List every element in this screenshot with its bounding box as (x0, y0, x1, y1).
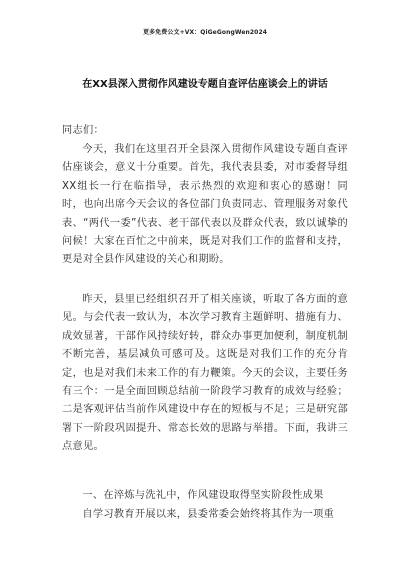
salutation: 同志们： (62, 125, 104, 136)
document-title: 在XX县深入贯彻作风建设专题自查评估座谈会上的讲话 (82, 79, 328, 90)
header-promo-note: 更多免费公文+VX：QiGeGongWen2024 (142, 29, 267, 36)
paragraph-opening: 今天，我们在这里召开全县深入贯彻作风建设专题自查评估座谈会，意义十分重要。首先，我代表县委，对市委督导组XX组长一行在临指导，表示热烈的欢迎和衷心的感谢！同时，也向出席今天会议的各位部门负责同志、管理服务对象代表、“两代一委”代表、老干部代表以及群众代表，致以诚挚的问候！大家在百忙之中前来，既是对我们工作的监督和支持，更是对全县作风建设的关心和期盼。 (62, 144, 348, 266)
paragraph-review: 昨天，县里已经组织召开了相关座谈，听取了各方面的意见。与会代表一致认为，本次学习教育主题鲜明、措施有力、成效显著，干部作风持续好转，群众办事更加便利，制度机制不断完善，基层减负可感可及。这既是对我们工作的充分肯定，也是对我们未来工作的有力鞭策。今天的会议，主要任务有三个：一是全面回顾总结前一阶段学习教育的成效与经验；二是客观评估当前作风建设中存在的短板与不足；三是研究部署下一阶段巩固提升、常态长效的思路与举措。下面，我讲三点意见。 (62, 294, 348, 453)
section-heading: 一、在淬炼与洗礼中，作风建设取得坚实阶段性成果 (82, 490, 324, 501)
section-paragraph: 自学习教育开展以来，县委常委会始终将其作为一项重 (82, 509, 335, 520)
